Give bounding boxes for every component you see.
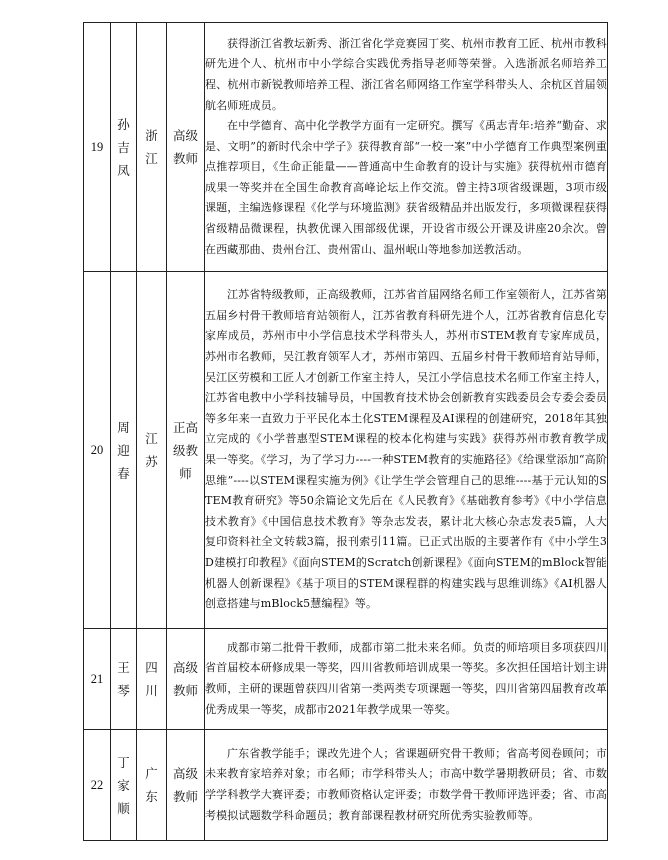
teacher-name [111, 272, 137, 629]
job-title-text: 正高级教师 [172, 419, 198, 481]
teacher-name-text: 丁家顺 [117, 754, 130, 816]
province-text: 四川 [145, 660, 158, 698]
table-row [84, 23, 608, 272]
province-text: 江苏 [145, 431, 158, 469]
achievement-description [205, 23, 608, 272]
row-number: 21 [84, 629, 111, 730]
table-row [84, 730, 608, 841]
province [137, 730, 167, 841]
teacher-name [111, 629, 137, 730]
job-title [167, 23, 205, 272]
row-number: 22 [84, 730, 111, 841]
job-title [167, 272, 205, 629]
table-row [84, 629, 608, 730]
job-title-text: 高级教师 [172, 128, 198, 166]
description-paragraph: 在中学德育、高中化学教学方面有一定研究。撰写《禹志青年:培养“勤奋、求是、文明”的新时代余中学子》获得教育部“一校一案”中小学德育工作典型案例重点推荐项目，《生命正能量——普通高中生命教育的设计与实施》获得杭州市德育成果一等奖并在全国生命教育高峰论坛上作交流。曾主持3项省级课题，3项市级课题，主编选修课程《化学与环境监测》获省级精品并出版发行，多项微课程获得省级精品微课程，执教优课入围部级优课，开设省市级公开课及讲座20余次。曾在西藏那曲、贵州台江、贵州雷山、温州岷山等地参加送教活动。 [205, 119, 607, 256]
job-title-text: 高级教师 [172, 660, 198, 698]
row-number: 19 [84, 23, 111, 272]
description-paragraph: 成都市第二批骨干教师，成都市第二批未来名师。负责的师培项目多项获四川省首届校本研修成果一等奖，四川省教师培训成果一等奖。多次担任国培计划主讲教师，主研的课题曾获四川省第一类两类专项课题一等奖，四川省第四届教育改革优秀成果一等奖，成都市2021年教学成果一等奖。 [205, 640, 607, 716]
teacher-name-text: 王琴 [117, 660, 130, 698]
table-row [84, 272, 608, 629]
province [137, 272, 167, 629]
teacher-name-text: 孙吉凤 [117, 116, 130, 178]
province-text: 浙江 [145, 128, 158, 166]
description-paragraph: 广东省教学能手；课改先进个人；省课题研究骨干教师；省高考阅卷顾问；市未来教育家培养对象；市名师；市学科带头人；市高中数学暑期教研员；省、市数学学科教学大赛评委；市教师资格认定评委；市数学骨干教师评选评委；省、市高考模拟试题数学科命题员；教育部课程教材研究所优秀实验教师等。 [205, 746, 607, 822]
province-text: 广东 [145, 766, 158, 804]
achievement-description [205, 730, 608, 841]
teacher-name [111, 730, 137, 841]
achievement-description [205, 272, 608, 629]
description-paragraph: 获得浙江省教坛新秀、浙江省化学竞赛园丁奖、杭州市教育工匠、杭州市教科研先进个人、杭州市中小学综合实践优秀指导老师等荣誉。入选浙派名师培养工程、杭州市新锐教师培养工程、浙江省名师网络工作室学科带头人、余杭区首届领航名师班成员。 [205, 36, 607, 112]
province [137, 23, 167, 272]
job-title [167, 629, 205, 730]
teacher-name-text: 周迎春 [117, 419, 130, 481]
description-paragraph: 江苏省特级教师，正高级教师，江苏省首届网络名师工作室领衔人，江苏省第五届乡村骨干教师培育站领衔人，江苏省教育科研先进个人，江苏省教育信息化专家库成员，苏州市中小学信息技术学科带头人，苏州市STEM教育专家库成员，苏州市名教师，吴江教育领军人才，苏州市第四、五届乡村骨干教师培育站导师，吴江区劳模和工匠人才创新工作室主持人，吴江小学信息技术名师工作室主持人，江苏省电教中小学科技辅导员，中国教育技术协会创新教育实践委员会专委会委员等多年来一直致力于平民化本土化STEM课程及AI课程的创建研究，2018年其独立完成的《小学普惠型STEM课程的校本化构建与实践》获得苏州市教育教学成果一等奖。《学习，为了学习力----一种STEM教育的实施路径》《给课堂添加“高阶思维”----以STEM课程实施为例》《让学生学会管理自己的思维----基于元认知的STEM教育研究》等50余篇论文先后在《人民教育》《基础教育参考》《中小学信息技术教育》《中国信息技术教育》等杂志发表，累计北大核心杂志发表5篇，人大复印资料社全文转载3篇，报刊索引11篇。已正式出版的主要著作有《中小学生3D建模打印教程》《面向STEM的Scratch创新课程》《面向STEM的mBlock智能机器人创新课程》《基于项目的STEM课程群的构建实践与思维训练》《AI机器人创意搭建与mBlock5慧编程》等。 [205, 288, 607, 611]
job-title [167, 730, 205, 841]
row-number: 20 [84, 272, 111, 629]
teacher-name [111, 23, 137, 272]
job-title-text: 高级教师 [172, 766, 198, 804]
achievement-description [205, 629, 608, 730]
province [137, 629, 167, 730]
honors-table [83, 22, 608, 841]
